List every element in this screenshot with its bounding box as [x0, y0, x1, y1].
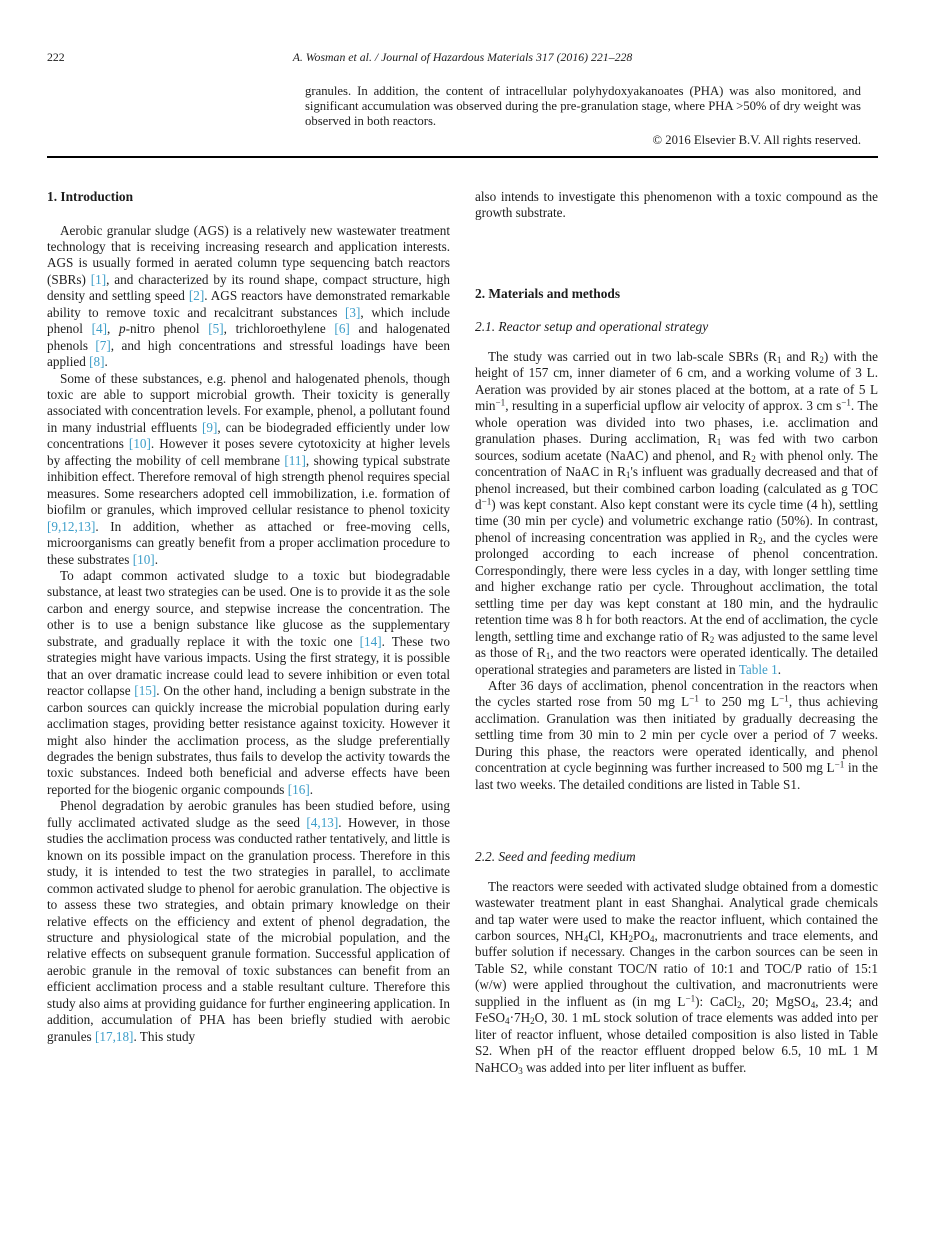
text-run: also intends to investigate this phenomenon with a toxic compound as the growth substrate. — [475, 189, 878, 221]
subsection-heading: 2.2. Seed and feeding medium — [475, 849, 636, 865]
paragraph — [475, 189, 878, 222]
subscript: 4 — [583, 934, 589, 944]
text-run: , resulting in a superficial upflow air velocity of approx. 3 cm s — [505, 398, 842, 414]
paragraph — [475, 879, 878, 1076]
copyright-notice: © 2016 Elsevier B.V. All rights reserved. — [652, 132, 861, 147]
citation-link[interactable]: [3] — [345, 304, 361, 320]
subscript: 2 — [758, 535, 763, 546]
citation-link[interactable]: [14] — [359, 633, 382, 649]
citation-link[interactable]: [2] — [188, 288, 205, 304]
superscript: −1 — [481, 496, 492, 507]
text-run: . — [154, 551, 158, 567]
text-run: , and characterized by its round shape, compact structure, high density and settling speed — [47, 271, 450, 304]
citation-link[interactable]: [4,13] — [306, 814, 339, 830]
abstract-tail-text: granules. In addition, the content of intracellular polyhydoxyakanoates (PHA) was also monitored, and significant accumulation was observed during the pre-granulation stage, where PHA >50% of dry weight was observed in both reactors. — [305, 84, 861, 129]
text-run: 's influent was gradually decreased and that of phenol increased, but their combined carbon loading (calculated as g TOC d — [475, 464, 878, 512]
text-run: The study was carried out in two lab-scale SBRs (R — [488, 348, 777, 364]
citation-link[interactable]: [1] — [90, 271, 107, 287]
citation-link[interactable]: [15] — [134, 683, 157, 699]
paragraph — [47, 798, 450, 1045]
text-run: ) was kept constant. Also kept constant were its cycle time (4 h), settling time (30 min per cycle) and volumetric exchange ratio (50%). In contrast, phenol of increasing concentration was applied in R — [475, 496, 878, 545]
text-run: , — [107, 321, 120, 337]
citation-link[interactable]: [10] — [128, 436, 151, 452]
paragraph — [47, 568, 450, 798]
citation-link[interactable]: [8] — [89, 354, 105, 370]
citation-link[interactable]: [4] — [91, 321, 107, 337]
citation-link[interactable]: [9] — [202, 419, 218, 435]
text-run: , macronutrients and trace elements, and buffer solution if necessary. Changes in the carbon sources can be seen in Table S2, while constant TOC/N ratio of 10:1 and TOC/P ratio of 15:1 (w/w) were applied throughout the cultivation, and macronutrients were supplied in the influent as (in mg L — [475, 928, 878, 1009]
subscript: 4 — [505, 1016, 510, 1027]
citation-link[interactable]: [7] — [95, 337, 111, 353]
text-run: After 36 days of acclimation, phenol concentration in the reactors when the cycles started rose from 50 mg L — [475, 677, 878, 710]
text-run: . — [309, 781, 314, 797]
text-run: ) with the height of 157 cm, inner diameter of 6 cm, and a working volume of 3 L. Aeration was provided by air stones placed at the bottom, at a rate of 5 L min — [475, 348, 878, 414]
subscript: 2 — [530, 1016, 535, 1027]
text-run: . In addition, whether as attached or free-moving cells, microorganisms can greatly benefit from a proper acclimation procedure to these substrates — [47, 518, 450, 567]
text-run: . On the other hand, including a benign substrate in the carbon sources can quickly increase the microbial population during early acclimation stages, providing better resistance against toxicity. However it might also hinder the acclimation process, as the sludge preferentially degrades the benign substrates, thus fails to develop the activity towards the toxic substances. Indeed both beneficial and adverse effects have been reported for the biogenic organic compounds — [47, 683, 451, 797]
superscript: −1 — [495, 397, 506, 408]
italic-text: p — [119, 321, 126, 337]
text-run: , can be biodegraded efficiently under low concentrations — [47, 419, 450, 452]
table-ref-link[interactable]: Table 1 — [738, 661, 778, 677]
citation-link[interactable]: [17,18] — [94, 1028, 134, 1044]
header-divider — [47, 156, 878, 158]
text-run: . AGS reactors have demonstrated remarkable ability to remove toxic and recalcitrant substances — [47, 288, 450, 320]
paragraph — [47, 223, 450, 371]
citation-link[interactable]: [6] — [334, 321, 350, 337]
text-run: , showing typical substrate inhibition effect. Therefore removal of high strength phenol requires special measures. Some researchers adopted cell immobilization, i.e. formation of biofilm or granules, which improved cellular resistance to phenol toxicity — [47, 452, 450, 518]
text-run: . However, in those studies the acclimation process was conducted rather tentatively, and little is known on its possible impact on the granulation process. Therefore in this study, it is intended to test the two strategies in parallel, to acclimate common activated sludge to phenol for aerobic granulation. The objective is to assess these two strategies, and obtain primary knowledge on their relative effects on the efficiency and extent of phenol degradation, the structure and physiological state of the microbial population, and the relative effects on subsequent granule formation. Successful application of aerobic granule in the removal of toxic substances can benefit from an efficient acclimation process and a stable resultant culture. Therefore this study also aims at providing guidance for further engineering application. In addition, accumulation of PHA has been briefly studied with aerobic granules — [47, 814, 450, 1044]
citation-link[interactable]: [16] — [287, 781, 310, 797]
text-run: in the last two weeks. The detailed conditions are listed in Table S1. — [475, 760, 878, 792]
text-run: O, 30. 1 mL stock solution of trace elements was added into per liter of reactor influent, whose detailed composition is also listed in Table S2. When pH of the reactor effluent dropped below 6.5, 10 mL 1 M NaHCO — [475, 1010, 878, 1075]
text-run: with phenol only. The concentration of NaAC in R — [475, 447, 878, 480]
text-run: , trichloroethylene — [223, 321, 335, 337]
abstract-continuation-block — [305, 84, 861, 148]
paragraph — [475, 349, 878, 678]
text-run: Phenol degradation by aerobic granules has been studied before, using fully acclimated activated sludge as the seed — [47, 798, 450, 830]
text-run: . These two strategies might have various impacts. Using the first strategy, it is possible that an over dramatic increase could lead to severe inhibition or even total reactor collapse — [47, 633, 451, 699]
subscript: 3 — [518, 1065, 523, 1076]
superscript: −1 — [834, 759, 845, 770]
citation-link[interactable]: [9,12,13] — [47, 518, 96, 534]
subsection-heading: 2.1. Reactor setup and operational strategy — [475, 319, 709, 335]
text-run: , which include phenol — [47, 304, 451, 337]
subscript: 2 — [709, 634, 715, 645]
text-run: The reactors were seeded with activated sludge obtained from a domestic wastewater treatment plant in east Shanghai. Analytical grade chemicals and tap water were used to make the reactor influent, which contained the carbon sources, NH — [475, 878, 878, 943]
right-column — [475, 189, 878, 1076]
paragraph — [47, 371, 450, 568]
subscript: 2 — [819, 354, 824, 365]
citation-link[interactable]: [10] — [132, 551, 155, 567]
subscript: 2 — [628, 934, 634, 944]
paragraph — [475, 678, 878, 793]
text-run: Aerobic granular sludge (AGS) is a relatively new wastewater treatment technology that is receiving increasing research and application interests. AGS is usually formed in aerated column type sequencing batch reactors (SBRs) — [47, 222, 450, 287]
text-run: , 20; MgSO — [741, 993, 811, 1009]
subscript: 4 — [649, 934, 655, 944]
page-number: 222 — [47, 50, 65, 64]
text-run: PO — [633, 928, 650, 943]
subscript: 1 — [716, 437, 722, 448]
left-column — [47, 189, 450, 1076]
text-run: was adjusted to the same level as those of R — [475, 628, 878, 661]
subscript: 4 — [810, 999, 816, 1010]
subscript: 1 — [545, 651, 551, 662]
text-run: , 23.4; and FeSO — [475, 993, 878, 1026]
text-run: was added into per liter influent as buffer. — [522, 1059, 747, 1075]
text-run: Some of these substances, e.g. phenol and halogenated phenols, though toxic are able to support microbial growth. Their toxicity is generally associated with concentration levels. For example, phenol, a pollutant found in many industrial effluents — [47, 370, 450, 435]
superscript: −1 — [685, 993, 696, 1004]
citation-link[interactable]: [11] — [284, 452, 306, 468]
running-head: A. Wosman et al. / Journal of Hazardous Materials 317 (2016) 221–228 — [292, 50, 633, 64]
subscript: 1 — [625, 470, 631, 481]
body-columns — [47, 189, 878, 1076]
text-run: , and high concentrations and stressful loadings have been applied — [47, 337, 450, 370]
text-run: . — [104, 354, 108, 370]
text-run: , thus achieving acclimation. Granulation was then initiated by gradually decreasing the settling time from 30 min to 2 min per cycle over a period of 7 weeks. During this phase, the reactors were operated identically, and phenol concentration at cycle beginning was further increased to 500 mg L — [475, 694, 879, 776]
text-run: To adapt common activated sludge to a toxic but biodegradable substance, at least two strategies can be used. One is to provide it as the sole carbon and energy source, and stepwise increase the concentration. The other is to use a benign substance like glucose as the supplementary substrate, and gradually replace it with the toxic one — [47, 568, 450, 649]
subscript: 1 — [776, 354, 782, 365]
text-run: , and the two reactors were operated identically. The detailed operational strategies and parameters are listed in — [475, 645, 878, 677]
section-heading: 2. Materials and methods — [475, 285, 621, 301]
subscript: 2 — [751, 453, 756, 464]
citation-link[interactable]: [5] — [208, 321, 224, 337]
text-run: . The whole operation was divided into two phases, i.e. acclimation and granulation phases. During acclimation, R — [475, 398, 879, 447]
text-run: was fed with two carbon sources, sodium acetate (NaAC) and phenol, and R — [475, 431, 879, 463]
text-run: ·7H — [509, 1010, 531, 1026]
text-run: . However it poses severe cytotoxicity at higher levels by affecting the mobility of cell membrane — [47, 436, 450, 468]
text-run: to 250 mg L — [698, 694, 780, 710]
text-run: ): CaCl — [695, 993, 738, 1009]
subscript: 2 — [737, 999, 742, 1010]
superscript: −1 — [841, 397, 851, 408]
text-run: and R — [781, 348, 820, 364]
text-run: Cl, KH — [588, 928, 629, 943]
superscript: −1 — [779, 693, 789, 704]
section-heading: 1. Introduction — [47, 189, 134, 204]
text-run: -nitro phenol — [125, 321, 209, 337]
text-run: . This study — [133, 1028, 196, 1044]
text-run: and halogenated phenols — [47, 321, 450, 353]
text-run: . — [777, 661, 782, 677]
text-run: , and the cycles were prolonged according to each increase of phenol concentration. Correspondingly, there were less cycles in a day, with longer settling time and higher exchange ratio per cycle. Throughout acclimation, the total settling time per day was kept constant at 180 min, and the hydraulic retention time was 8 h for both reactors. At the end of acclimation, the cycle length, settling time and exchange ratio of R — [475, 529, 878, 644]
superscript: −1 — [689, 693, 699, 704]
